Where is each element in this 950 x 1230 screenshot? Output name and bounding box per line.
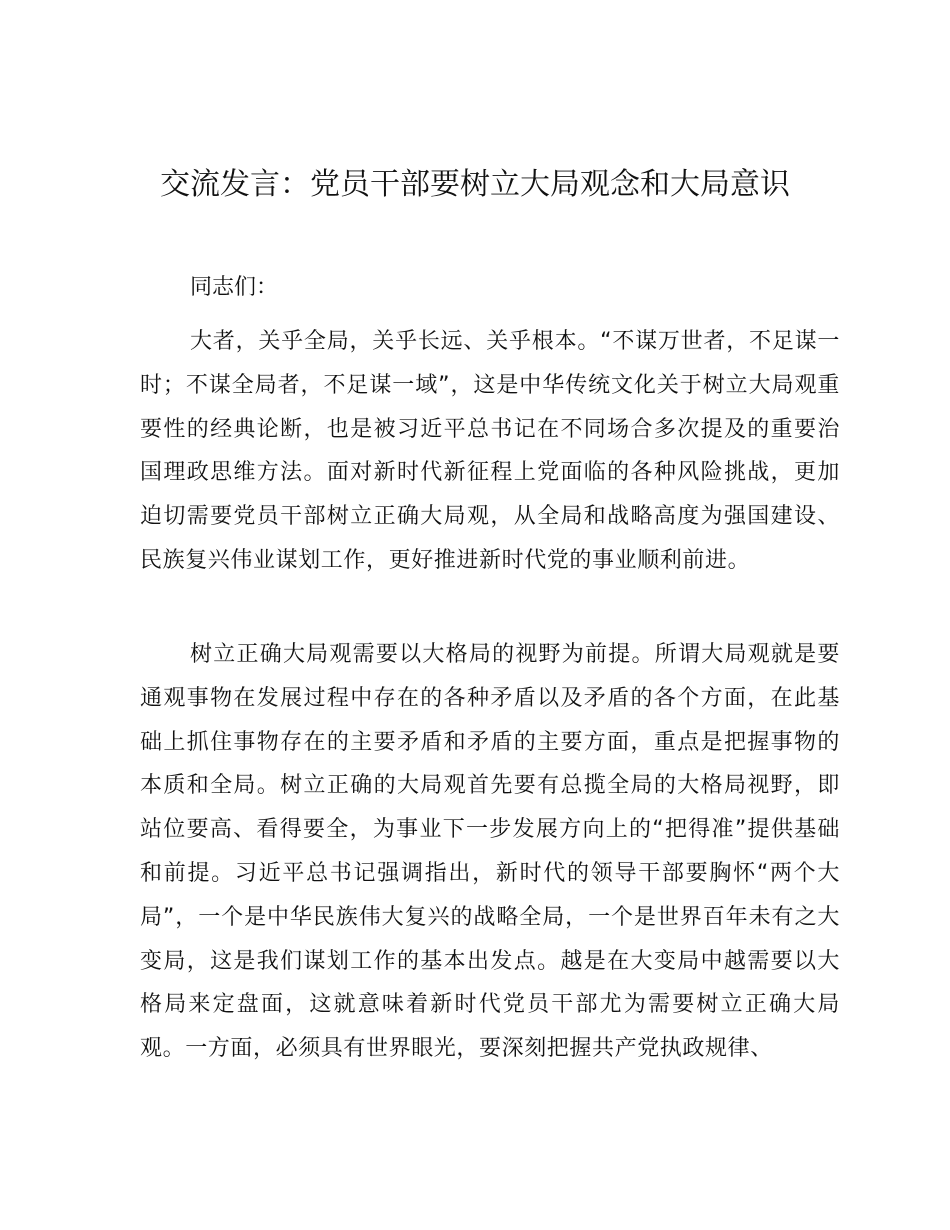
paragraph-1: 大者，关乎全局，关乎长远、关乎根本。“不谋万世者，不足谋一时；不谋全局者，不足谋一域”，这是中华传统文化关于树立大局观重要性的经典论断，也是被习近平总书记在不同场合多次提及的重要治国理政思维方法。面对新时代新征程上党面临的各种风险挑战，更加迫切需要党员干部树立正确大局观，从全局和战略高度为强国建设、民族复兴伟业谋划工作，更好推进新时代党的事业顺利前进。 <box>140 329 840 573</box>
document-title: 交流发言：党员干部要树立大局观念和大局意识 <box>160 167 790 202</box>
paragraph-2: 树立正确大局观需要以大格局的视野为前提。所谓大局观就是要通观事物在发展过程中存在的各种矛盾以及矛盾的各个方面，在此基础上抓住事物存在的主要矛盾和矛盾的主要方面，重点是把握事物的本质和全局。树立正确的大局观首先要有总揽全局的大格局视野，即站位要高、看得要全，为事业下一步发展方向上的“把得准”提供基础和前提。习近平总书记强调指出，新时代的领导干部要胸怀“两个大局”，一个是中华民族伟大复兴的战略全局，一个是世界百年未有之大变局，这是我们谋划工作的基本出发点。越是在大变局中越需要以大格局来定盘面，这就意味着新时代党员干部尤为需要树立正确大局观。一方面，必须具有世界眼光，要深刻把握共产党执政规律、 <box>140 642 840 1062</box>
salutation: 同志们： <box>190 275 279 300</box>
